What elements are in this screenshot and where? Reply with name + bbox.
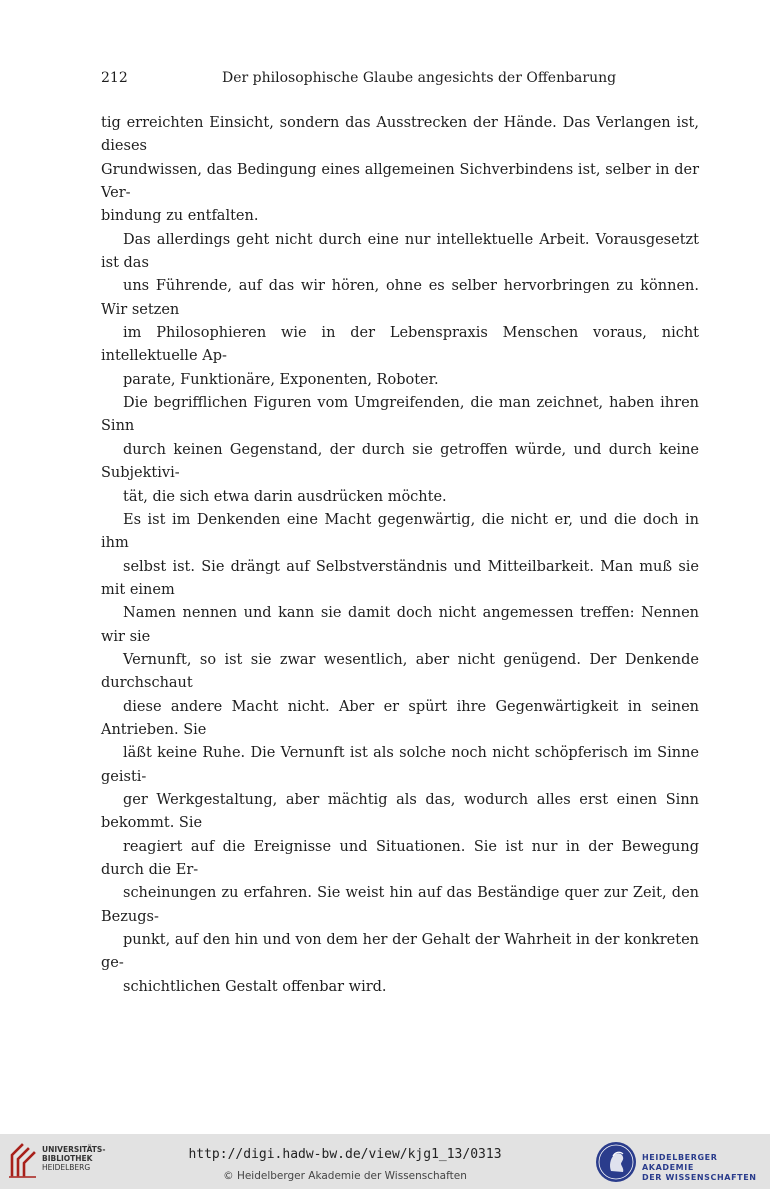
page-header: [101, 70, 699, 90]
text-line: diese andere Macht nicht. Aber er spürt ihre Gegenwärtigkeit in seinen Antrieben. Sie: [101, 698, 699, 738]
text-line: durch keinen Gegenstand, der durch sie getroffen würde, und durch keine Subjektivi-: [101, 441, 699, 482]
text-line: Es ist im Denkenden eine Macht gegenwärtig, die nicht er, und die doch in ihm: [101, 511, 699, 552]
text-line: Grundwissen, das Bedingung eines allgemeinen Sichverbindens ist, selber in der Ver-: [101, 161, 699, 202]
text-line: ger Werkgestaltung, aber mächtig als das, wodurch alles erst einen Sinn bekommt. Sie: [101, 791, 699, 832]
academy-seal-icon: [594, 1140, 638, 1184]
text-line: bindung zu entfalten.: [101, 208, 259, 225]
academy-logo-text: HEIDELBERGER AKADEMIE DER WISSENSCHAFTEN: [642, 1153, 757, 1182]
text-line: tät, die sich etwa darin ausdrücken möchte.: [123, 488, 447, 505]
body-text: [101, 112, 699, 999]
text-line: punkt, auf den hin und von dem her der Gehalt der Wahrheit in der konkreten ge-: [101, 932, 699, 972]
paragraph: [101, 509, 699, 999]
text-line: Vernunft, so ist sie zwar wesentlich, aber nicht genügend. Der Denkende durchschaut: [101, 651, 699, 692]
text-line: Die begrifflichen Figuren vom Umgreifenden, die man zeichnet, haben ihren Sinn: [101, 395, 699, 435]
permalink-url[interactable]: http://digi.hadw-bw.de/view/kjg1_13/0313: [188, 1147, 502, 1162]
text-line: uns Führende, auf das wir hören, ohne es selber hervorbringen zu können. Wir setzen: [101, 278, 699, 318]
text-line: selbst ist. Sie drängt auf Selbstverständnis und Mitteilbarkeit. Man muß sie mit einem: [101, 558, 699, 598]
text-line: im Philosophieren wie in der Lebenspraxis Menschen voraus, nicht intellektuelle Ap-: [101, 325, 699, 365]
paragraph: [101, 229, 699, 392]
text-line: scheinungen zu erfahren. Sie weist hin auf das Beständige quer zur Zeit, den Bezugs-: [101, 885, 699, 925]
text-line: Das allerdings geht nicht durch eine nur intellektuelle Arbeit. Vorausgesetzt ist das: [101, 231, 699, 272]
text-line: reagiert auf die Ereignisse und Situationen. Sie ist nur in der Bewegung durch die Er-: [101, 838, 699, 878]
text-line: tig erreichten Einsicht, sondern das Ausstrecken der Hände. Das Verlangen ist, dieses: [101, 115, 699, 155]
text-line: Namen nennen und kann sie damit doch nicht angemessen treffen: Nennen wir sie: [101, 605, 699, 645]
text-line: parate, Funktionäre, Exponenten, Roboter.: [123, 371, 439, 388]
university-library-logo-text: UNIVERSITÄTS- BIBLIOTHEK HEIDELBERG: [42, 1145, 106, 1172]
paragraph: [101, 392, 699, 509]
paragraph: [101, 112, 699, 229]
copyright-notice: © Heidelberger Akademie der Wissenschaften: [223, 1170, 467, 1182]
page-number: 212: [101, 70, 128, 86]
text-line: schichtlichen Gestalt offenbar wird.: [123, 978, 387, 995]
text-line: läßt keine Ruhe. Die Vernunft ist als solche noch nicht schöpferisch im Sinne geisti-: [101, 745, 699, 785]
viewer-footer: [0, 1134, 770, 1189]
academy-logo[interactable]: [594, 1140, 764, 1184]
running-title: Der philosophische Glaube angesichts der Offenbarung: [222, 70, 617, 86]
